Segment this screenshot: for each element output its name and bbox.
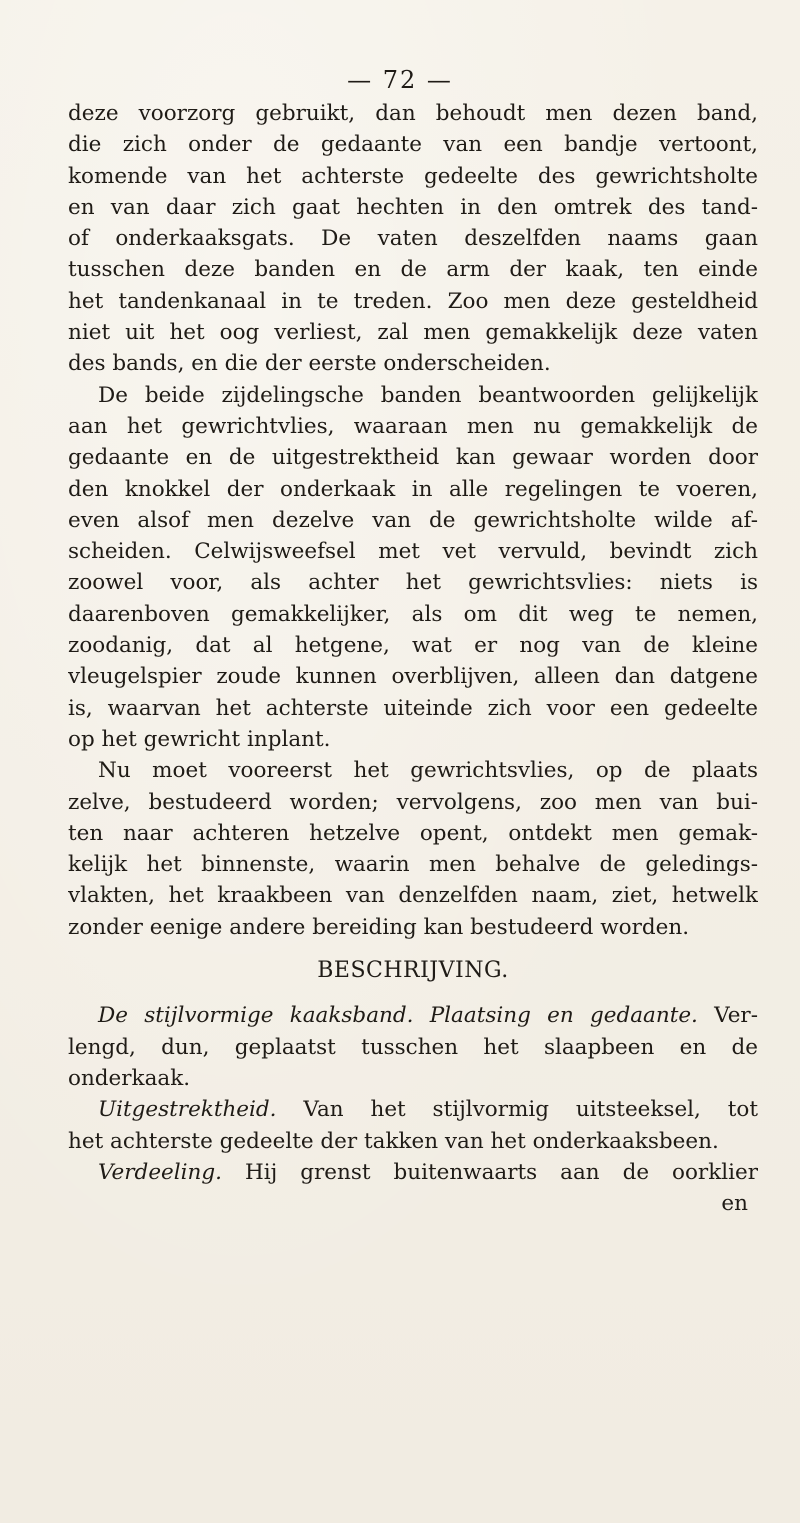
text-line [68, 1157, 758, 1188]
text-line: De beide zijdelingsche banden beantwoorden gelijkelijk [98, 382, 758, 408]
text-line: deze voorzorg gebruikt, dan behoudt men dezen band, [68, 101, 758, 126]
text-line: en van daar zich gaat hechten in den omtrek des tand- [68, 194, 758, 220]
text-line: daarenboven gemakkelijker, als om dit weg te nemen, [68, 601, 758, 627]
text-line: kelijk het binnenste, waarin men behalve de geledings- [68, 852, 758, 878]
text-line: aan het gewrichtvlies, waaraan men nu gemakkelijk de [68, 413, 758, 439]
text-line: den knokkel der onderkaak in alle regelingen te voeren, [68, 476, 758, 502]
page-number: — 72 — [347, 66, 453, 94]
subtitle-extent: Uitgestrektheid. [98, 1097, 277, 1123]
paragraph-1 [68, 98, 758, 380]
text-line: even alsof men dezelve van de gewrichtsholte wilde af- [68, 507, 758, 533]
text-line: niet uit het oog verliest, zal men gemakkelijk deze vaten [68, 320, 758, 346]
text-line: tusschen deze banden en de arm der kaak, ten einde [68, 257, 758, 283]
text-line: op het gewricht inplant. [68, 726, 331, 752]
text-line [68, 1000, 758, 1031]
catchword: en [721, 1191, 748, 1217]
text-line: zoodanig, dat al hetgene, wat er nog van de kleine [68, 633, 758, 659]
text-line: des bands, en die der eerste onderscheiden. [68, 351, 551, 377]
text-line: vlakten, het kraakbeen van denzelfden naam, ziet, hetwelk [68, 883, 758, 909]
text-line [68, 1094, 758, 1125]
paragraph-3 [68, 755, 758, 943]
text-fragment: Van het stijlvormig uitsteeksel, tot [303, 1097, 758, 1123]
description-section [68, 1000, 758, 1219]
text-line: komende van het achterste gedeelte des gewrichtsholte [68, 163, 758, 189]
text-line: die zich onder de gedaante van een bandje vertoont, [68, 132, 758, 158]
section-heading: BESCHRIJVING. [317, 958, 509, 984]
text-line: of onderkaaksgats. De vaten deszelfden naams gaan [68, 226, 758, 252]
text-line: is, waarvan het achterste uiteinde zich voor een gedeelte [68, 695, 758, 721]
body-text [68, 98, 758, 1219]
text-line: gedaante en de uitgestrektheid kan gewaar worden door [68, 445, 758, 471]
text-line: onderkaak. [68, 1065, 191, 1091]
ligament-title: De stijlvormige kaaksband. [98, 1003, 414, 1029]
text-line: vleugelspier zoude kunnen overblijven, alleen dan datgene [68, 664, 758, 690]
text-line: ten naar achteren hetzelve opent, ontdekt men gemak- [68, 820, 758, 846]
text-line: lengd, dun, geplaatst tusschen het slaapbeen en de [68, 1034, 758, 1060]
text-line: het tandenkanaal in te treden. Zoo men deze gesteldheid [68, 288, 758, 314]
text-line: zonder eenige andere bereiding kan bestudeerd worden. [68, 914, 690, 940]
text-line: zelve, bestudeerd worden; vervolgens, zoo men van bui- [68, 789, 758, 815]
text-line: Nu moet vooreerst het gewrichtsvlies, op de plaats [98, 758, 758, 784]
paragraph-2 [68, 380, 758, 756]
text-fragment: Hij grenst buitenwaarts aan de oorklier [244, 1159, 758, 1185]
text-line: het achterste gedeelte der takken van het onderkaaksbeen. [68, 1128, 719, 1154]
text-line: zoowel voor, als achter het gewrichtsvlies: niets is [68, 570, 758, 596]
subtitle-division: Verdeeling. [98, 1159, 222, 1185]
text-line: scheiden. Celwijsweefsel met vet vervuld, bevindt zich [68, 539, 758, 565]
subtitle-placement: Plaatsing en gedaante. [429, 1003, 698, 1029]
text-fragment: Ver- [714, 1003, 758, 1029]
